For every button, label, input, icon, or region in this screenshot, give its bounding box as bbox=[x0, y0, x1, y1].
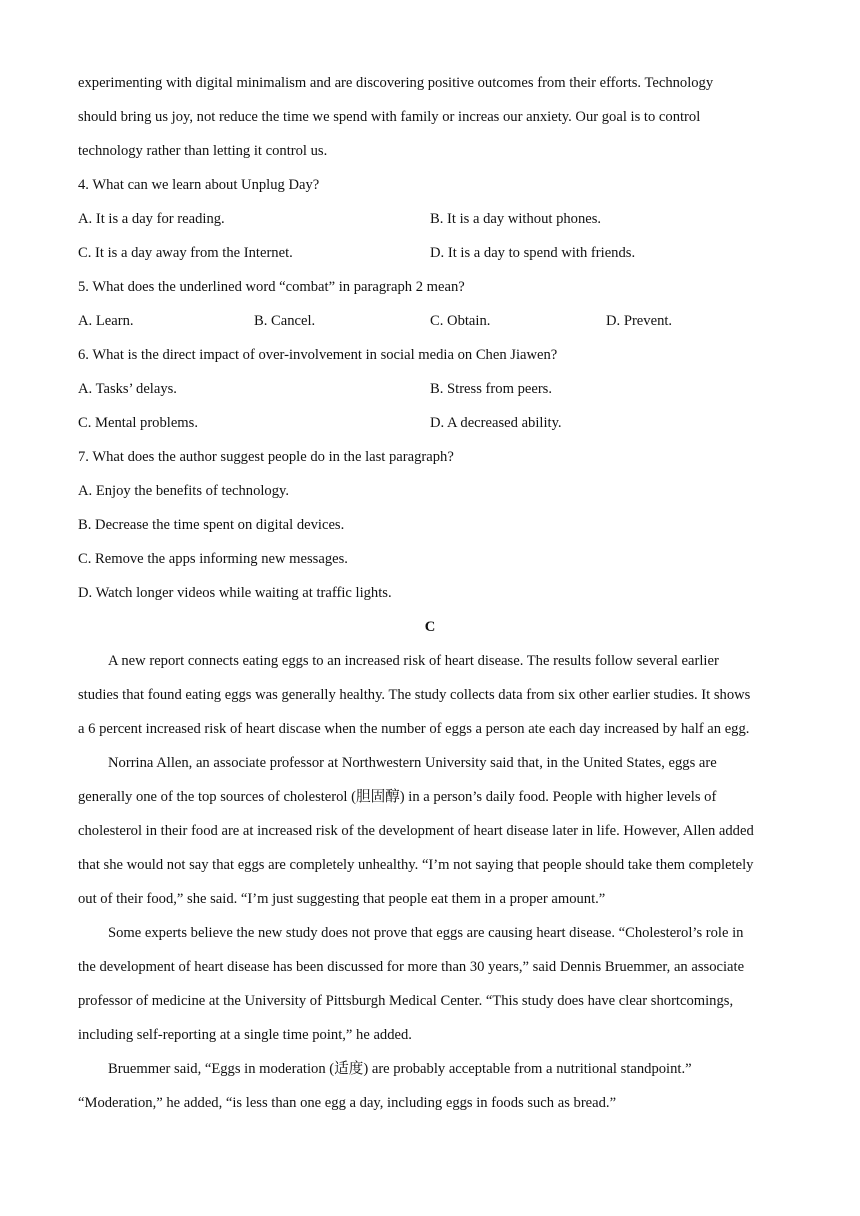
passage-p3-line: Some experts believe the new study does not prove that eggs are causing heart disease. “Cholesterol’s role in bbox=[108, 925, 744, 941]
passage-p3-line: including self-reporting at a single time point,” he added. bbox=[78, 1027, 412, 1043]
q5-option-a: A. Learn. bbox=[78, 313, 134, 329]
q7-option-d: D. Watch longer videos while waiting at traffic lights. bbox=[78, 585, 392, 601]
q6-option-c: C. Mental problems. bbox=[78, 415, 198, 431]
q4-option-d: D. It is a day to spend with friends. bbox=[430, 245, 636, 261]
passage-p2-line: that she would not say that eggs are completely unhealthy. “I’m not saying that people should take them completely bbox=[78, 857, 754, 873]
passage-p1-line: studies that found eating eggs was generally healthy. The study collects data from six other earlier studies. It shows bbox=[78, 687, 751, 703]
question-6-options-row-1 bbox=[78, 372, 782, 406]
q7-option-b: B. Decrease the time spent on digital devices. bbox=[78, 517, 345, 533]
q6-option-b: B. Stress from peers. bbox=[430, 381, 553, 397]
question-7-stem: 7. What does the author suggest people do in the last paragraph? bbox=[78, 449, 454, 465]
passage-p1-line: A new report connects eating eggs to an increased risk of heart disease. The results follow several earlier bbox=[108, 653, 719, 669]
q5-option-b: B. Cancel. bbox=[254, 313, 316, 329]
q7-option-a: A. Enjoy the benefits of technology. bbox=[78, 483, 290, 499]
question-5-stem: 5. What does the underlined word “combat” in paragraph 2 mean? bbox=[78, 279, 465, 295]
q6-option-d: D. A decreased ability. bbox=[430, 415, 562, 431]
passage-p2-line: cholesterol in their food are at increased risk of the development of heart disease later in life. However, Allen added bbox=[78, 823, 754, 839]
passage-p2-line: out of their food,” she said. “I’m just suggesting that people eat them in a proper amount.” bbox=[78, 891, 606, 907]
q5-option-d: D. Prevent. bbox=[606, 313, 673, 329]
question-4-options-row-1 bbox=[78, 202, 782, 236]
passage-p2-line: Norrina Allen, an associate professor at Northwestern University said that, in the United States, eggs are bbox=[108, 755, 717, 771]
passage-p4-line: Bruemmer said, “Eggs in moderation (适度) are probably acceptable from a nutritional standpoint.” bbox=[108, 1061, 692, 1077]
question-4-options-row-2 bbox=[78, 236, 782, 270]
passage-p3-line: professor of medicine at the University of Pittsburgh Medical Center. “This study does have clear shortcomings, bbox=[78, 993, 734, 1009]
question-6-options-row-2 bbox=[78, 406, 782, 440]
passage-p3-line: the development of heart disease has been discussed for more than 30 years,” said Dennis Bruemmer, an associate bbox=[78, 959, 745, 975]
passage-p1-line: a 6 percent increased risk of heart discase when the number of eggs a person ate each day increased by half an egg. bbox=[78, 721, 750, 737]
intro-line: technology rather than letting it control us. bbox=[78, 143, 328, 159]
q4-option-c: C. It is a day away from the Internet. bbox=[78, 245, 293, 261]
intro-line: should bring us joy, not reduce the time we spend with family or increas our anxiety. Our goal is to control bbox=[78, 109, 701, 125]
q5-option-c: C. Obtain. bbox=[430, 313, 491, 329]
q4-option-a: A. It is a day for reading. bbox=[78, 211, 225, 227]
passage-p2-line: generally one of the top sources of cholesterol (胆固醇) in a person’s daily food. People with higher levels of bbox=[78, 789, 717, 805]
q6-option-a: A. Tasks’ delays. bbox=[78, 381, 177, 397]
q7-option-c: C. Remove the apps informing new messages. bbox=[78, 551, 348, 567]
question-5-options bbox=[78, 304, 782, 338]
section-heading: C bbox=[424, 619, 436, 635]
intro-line: experimenting with digital minimalism and are discovering positive outcomes from their efforts. Technology bbox=[78, 75, 714, 91]
question-4-stem: 4. What can we learn about Unplug Day? bbox=[78, 177, 320, 193]
page-content bbox=[78, 66, 782, 1120]
passage-p4-line: “Moderation,” he added, “is less than one egg a day, including eggs in foods such as bread.” bbox=[78, 1095, 617, 1111]
q4-option-b: B. It is a day without phones. bbox=[430, 211, 602, 227]
question-6-stem: 6. What is the direct impact of over-involvement in social media on Chen Jiawen? bbox=[78, 347, 558, 363]
